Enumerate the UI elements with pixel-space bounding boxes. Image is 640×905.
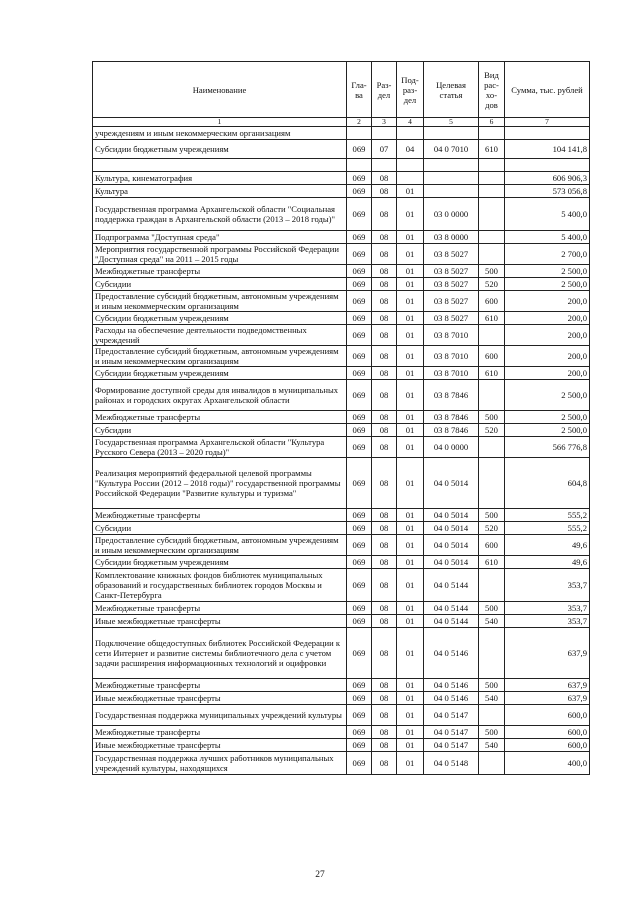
row-glava: 069 [347,692,372,705]
row-glava: 069 [347,411,372,424]
table-row [93,265,590,278]
row-summa: 606 906,3 [505,172,590,185]
row-glava: 069 [347,231,372,244]
row-razdel: 08 [372,726,397,739]
row-glava [347,127,372,140]
row-tselevaya-statya: 04 0 5147 [424,739,479,752]
row-tselevaya-statya: 04 0 5014 [424,522,479,535]
row-razdel: 08 [372,692,397,705]
table-row [93,172,590,185]
row-podrazdel: 01 [397,679,424,692]
row-razdel: 08 [372,509,397,522]
row-tselevaya-statya: 03 8 5027 [424,291,479,312]
header-vid-rashodov: Вид рас-хо-дов [479,62,505,118]
row-glava: 069 [347,726,372,739]
row-podrazdel: 01 [397,602,424,615]
table-row [93,424,590,437]
row-vid-rashodov: 610 [479,140,505,159]
row-vid-rashodov: 500 [479,679,505,692]
row-razdel: 08 [372,411,397,424]
row-razdel: 08 [372,244,397,265]
row-tselevaya-statya: 04 0 5148 [424,752,479,775]
row-name: Иные межбюджетные трансферты [93,739,347,752]
row-vid-rashodov [479,185,505,198]
row-summa: 200,0 [505,291,590,312]
table-row [93,127,590,140]
row-tselevaya-statya: 03 8 5027 [424,278,479,291]
row-tselevaya-statya: 04 0 5146 [424,679,479,692]
row-podrazdel: 01 [397,231,424,244]
row-tselevaya-statya: 04 0 5146 [424,628,479,679]
row-podrazdel: 01 [397,411,424,424]
row-razdel: 08 [372,522,397,535]
row-glava: 069 [347,752,372,775]
row-podrazdel: 01 [397,185,424,198]
table-row [93,705,590,726]
row-podrazdel: 01 [397,458,424,509]
row-tselevaya-statya: 04 0 5014 [424,535,479,556]
row-summa: 200,0 [505,325,590,346]
row-name: Субсидии бюджетным учреждениям [93,140,347,159]
row-tselevaya-statya: 03 8 7846 [424,411,479,424]
row-razdel: 08 [372,185,397,198]
row-summa: 573 056,8 [505,185,590,198]
row-razdel: 08 [372,752,397,775]
row-podrazdel: 01 [397,312,424,325]
row-glava: 069 [347,437,372,458]
row-razdel: 08 [372,424,397,437]
row-glava: 069 [347,172,372,185]
row-summa [505,127,590,140]
table-row [93,752,590,775]
header-summa: Сумма, тыс. рублей [505,62,590,118]
row-vid-rashodov [479,628,505,679]
row-summa: 200,0 [505,346,590,367]
row-name: Иные межбюджетные трансферты [93,615,347,628]
row-vid-rashodov: 520 [479,278,505,291]
row-summa: 555,2 [505,509,590,522]
table-row [93,726,590,739]
row-tselevaya-statya: 03 8 5027 [424,265,479,278]
row-name: Подключение общедоступных библиотек Российской Федерации к сети Интернет и развитие системы библиотечного дела с учетом задачи расширения информационных технологий и оцифровки [93,628,347,679]
table-row [93,437,590,458]
table-body [93,127,590,775]
row-vid-rashodov: 500 [479,726,505,739]
row-podrazdel: 01 [397,569,424,602]
row-name [93,159,347,172]
row-summa: 353,7 [505,602,590,615]
row-vid-rashodov: 540 [479,739,505,752]
row-tselevaya-statya: 04 0 5146 [424,692,479,705]
row-tselevaya-statya: 03 8 5027 [424,312,479,325]
row-glava: 069 [347,628,372,679]
row-razdel: 08 [372,615,397,628]
row-vid-rashodov: 610 [479,367,505,380]
row-vid-rashodov: 610 [479,312,505,325]
row-vid-rashodov [479,231,505,244]
row-vid-rashodov [479,244,505,265]
row-name: Межбюджетные трансферты [93,509,347,522]
row-podrazdel: 01 [397,705,424,726]
row-glava: 069 [347,244,372,265]
row-razdel: 08 [372,265,397,278]
row-summa: 637,9 [505,628,590,679]
table-row [93,509,590,522]
row-tselevaya-statya: 03 8 0000 [424,231,479,244]
row-summa: 637,9 [505,679,590,692]
row-glava: 069 [347,739,372,752]
row-vid-rashodov: 610 [479,556,505,569]
row-podrazdel: 01 [397,346,424,367]
row-glava: 069 [347,346,372,367]
row-summa: 49,6 [505,556,590,569]
row-summa: 200,0 [505,367,590,380]
row-razdel: 08 [372,437,397,458]
row-glava: 069 [347,291,372,312]
row-summa: 400,0 [505,752,590,775]
row-podrazdel: 01 [397,615,424,628]
row-podrazdel: 01 [397,692,424,705]
row-name: Предоставление субсидий бюджетным, автономным учреждениям и иным некоммерческим организациям [93,346,347,367]
row-podrazdel: 01 [397,291,424,312]
column-number: 2 [347,118,372,127]
row-summa: 600,0 [505,726,590,739]
row-name: Мероприятия государственной программы Российской Федерации "Доступная среда" на 2011 – 2015 годы [93,244,347,265]
table-row [93,602,590,615]
table-row [93,312,590,325]
row-razdel [372,159,397,172]
row-summa: 555,2 [505,522,590,535]
row-vid-rashodov [479,705,505,726]
row-tselevaya-statya: 03 8 7846 [424,380,479,411]
row-glava: 069 [347,265,372,278]
row-razdel: 08 [372,291,397,312]
row-name: Иные межбюджетные трансферты [93,692,347,705]
table-row [93,535,590,556]
row-glava: 069 [347,278,372,291]
column-number: 7 [505,118,590,127]
table-row [93,367,590,380]
table-row [93,556,590,569]
row-razdel: 08 [372,556,397,569]
row-glava: 069 [347,380,372,411]
row-name: Предоставление субсидий бюджетным, автономным учреждениям и иным некоммерческим организациям [93,535,347,556]
row-glava: 069 [347,509,372,522]
table-row [93,569,590,602]
header-razdel: Раз-дел [372,62,397,118]
row-glava: 069 [347,312,372,325]
table-row [93,628,590,679]
row-summa: 2 500,0 [505,278,590,291]
row-tselevaya-statya: 04 0 5014 [424,458,479,509]
row-vid-rashodov: 500 [479,265,505,278]
row-name: Межбюджетные трансферты [93,602,347,615]
row-glava: 069 [347,522,372,535]
row-vid-rashodov [479,569,505,602]
table-row [93,739,590,752]
table-row [93,244,590,265]
row-tselevaya-statya [424,127,479,140]
row-tselevaya-statya: 03 8 7010 [424,346,479,367]
row-vid-rashodov [479,159,505,172]
table-row [93,278,590,291]
row-vid-rashodov: 540 [479,692,505,705]
row-razdel: 08 [372,325,397,346]
header-glava: Гла-ва [347,62,372,118]
row-podrazdel: 01 [397,522,424,535]
table-row [93,291,590,312]
row-podrazdel: 01 [397,265,424,278]
row-vid-rashodov: 520 [479,522,505,535]
row-vid-rashodov: 600 [479,291,505,312]
row-name: Культура [93,185,347,198]
row-glava: 069 [347,556,372,569]
row-vid-rashodov [479,325,505,346]
row-summa [505,159,590,172]
row-name: Межбюджетные трансферты [93,265,347,278]
row-glava: 069 [347,569,372,602]
row-razdel [372,127,397,140]
table-row [93,615,590,628]
row-vid-rashodov [479,380,505,411]
row-vid-rashodov: 500 [479,602,505,615]
row-name: Субсидии [93,278,347,291]
row-razdel: 08 [372,535,397,556]
row-razdel: 08 [372,278,397,291]
row-glava: 069 [347,535,372,556]
table-row [93,185,590,198]
row-tselevaya-statya: 04 0 5147 [424,705,479,726]
row-podrazdel: 01 [397,380,424,411]
column-number: 3 [372,118,397,127]
table-row [93,380,590,411]
row-razdel: 08 [372,458,397,509]
row-vid-rashodov [479,437,505,458]
page-number: 27 [315,870,325,880]
row-vid-rashodov [479,127,505,140]
row-glava: 069 [347,325,372,346]
row-name: Государственная поддержка лучших работников муниципальных учреждений культуры, находящихся [93,752,347,775]
table-row [93,346,590,367]
table-row [93,198,590,231]
row-glava: 069 [347,367,372,380]
row-razdel: 08 [372,739,397,752]
row-glava [347,159,372,172]
row-podrazdel [397,159,424,172]
row-summa: 2 700,0 [505,244,590,265]
row-podrazdel: 04 [397,140,424,159]
row-summa: 637,9 [505,692,590,705]
row-glava: 069 [347,424,372,437]
table-row [93,411,590,424]
row-glava: 069 [347,140,372,159]
row-tselevaya-statya: 04 0 7010 [424,140,479,159]
row-tselevaya-statya: 03 8 5027 [424,244,479,265]
table-row [93,458,590,509]
row-summa: 566 776,8 [505,437,590,458]
row-name: Реализация мероприятий федеральной целевой программы "Культура России (2012 – 2018 годы)" государственной программы Российской Федерации "Развитие культуры и туризма" [93,458,347,509]
row-glava: 069 [347,705,372,726]
row-podrazdel: 01 [397,752,424,775]
row-tselevaya-statya: 04 0 5147 [424,726,479,739]
row-razdel: 07 [372,140,397,159]
row-tselevaya-statya [424,159,479,172]
row-name: Межбюджетные трансферты [93,726,347,739]
row-razdel: 08 [372,172,397,185]
table-row [93,522,590,535]
row-summa: 5 400,0 [505,231,590,244]
row-name: Субсидии [93,424,347,437]
row-podrazdel: 01 [397,509,424,522]
row-tselevaya-statya: 04 0 5014 [424,556,479,569]
row-summa: 2 500,0 [505,380,590,411]
row-name: учреждениям и иным некоммерческим организациям [93,127,347,140]
row-podrazdel: 01 [397,556,424,569]
header-podrazdel: Под-раз-дел [397,62,424,118]
row-tselevaya-statya: 04 0 5144 [424,602,479,615]
row-tselevaya-statya: 04 0 5144 [424,615,479,628]
row-name: Государственная программа Архангельской области "Культура Русского Севера (2013 – 2020 годы)" [93,437,347,458]
row-razdel: 08 [372,367,397,380]
row-podrazdel: 01 [397,535,424,556]
row-name: Культура, кинематография [93,172,347,185]
column-number: 6 [479,118,505,127]
row-summa: 353,7 [505,569,590,602]
row-summa: 49,6 [505,535,590,556]
row-razdel: 08 [372,198,397,231]
row-vid-rashodov [479,172,505,185]
table-row [93,679,590,692]
row-name: Субсидии [93,522,347,535]
row-tselevaya-statya: 04 0 5144 [424,569,479,602]
row-name: Межбюджетные трансферты [93,679,347,692]
row-name: Субсидии бюджетным учреждениям [93,556,347,569]
row-glava: 069 [347,198,372,231]
row-podrazdel: 01 [397,198,424,231]
row-razdel: 08 [372,380,397,411]
row-glava: 069 [347,185,372,198]
row-razdel: 08 [372,312,397,325]
row-razdel: 08 [372,346,397,367]
row-vid-rashodov [479,752,505,775]
column-number: 1 [93,118,347,127]
row-razdel: 08 [372,602,397,615]
row-podrazdel: 01 [397,739,424,752]
row-summa: 600,0 [505,739,590,752]
row-tselevaya-statya [424,172,479,185]
header-tselevaya-statya: Целевая статья [424,62,479,118]
row-razdel: 08 [372,231,397,244]
table-header-row [93,62,590,118]
table-row [93,159,590,172]
row-vid-rashodov: 600 [479,346,505,367]
row-razdel: 08 [372,569,397,602]
row-summa: 200,0 [505,312,590,325]
header-name: Наименование [93,62,347,118]
column-number: 5 [424,118,479,127]
column-number-row [93,118,590,127]
row-podrazdel: 01 [397,325,424,346]
row-tselevaya-statya: 04 0 5014 [424,509,479,522]
row-podrazdel [397,127,424,140]
row-name: Субсидии бюджетным учреждениям [93,367,347,380]
row-podrazdel: 01 [397,424,424,437]
row-razdel: 08 [372,705,397,726]
row-summa: 104 141,8 [505,140,590,159]
table-row [93,692,590,705]
budget-table [92,61,590,775]
row-podrazdel [397,172,424,185]
row-podrazdel: 01 [397,278,424,291]
row-name: Государственная программа Архангельской области "Социальная поддержка граждан в Архангельской области (2013 – 2018 годы)" [93,198,347,231]
row-name: Формирование доступной среды для инвалидов в муниципальных районах и городских округах Архангельской области [93,380,347,411]
row-tselevaya-statya: 03 8 7846 [424,424,479,437]
row-summa: 353,7 [505,615,590,628]
row-tselevaya-statya [424,185,479,198]
row-glava: 069 [347,602,372,615]
row-tselevaya-statya: 04 0 0000 [424,437,479,458]
row-summa: 604,8 [505,458,590,509]
row-name: Предоставление субсидий бюджетным, автономным учреждениям и иным некоммерческим организациям [93,291,347,312]
table-row [93,140,590,159]
row-name: Субсидии бюджетным учреждениям [93,312,347,325]
row-summa: 2 500,0 [505,424,590,437]
table-row [93,325,590,346]
row-vid-rashodov: 600 [479,535,505,556]
row-podrazdel: 01 [397,726,424,739]
row-summa: 2 500,0 [505,411,590,424]
row-glava: 069 [347,458,372,509]
row-podrazdel: 01 [397,244,424,265]
row-tselevaya-statya: 03 8 7010 [424,367,479,380]
row-tselevaya-statya: 03 8 7010 [424,325,479,346]
row-name: Межбюджетные трансферты [93,411,347,424]
row-summa: 5 400,0 [505,198,590,231]
row-vid-rashodov: 520 [479,424,505,437]
row-name: Подпрограмма "Доступная среда" [93,231,347,244]
row-vid-rashodov: 500 [479,411,505,424]
row-summa: 2 500,0 [505,265,590,278]
row-tselevaya-statya: 03 0 0000 [424,198,479,231]
row-vid-rashodov [479,198,505,231]
row-podrazdel: 01 [397,367,424,380]
row-razdel: 08 [372,628,397,679]
row-vid-rashodov: 500 [479,509,505,522]
row-summa: 600,0 [505,705,590,726]
column-number: 4 [397,118,424,127]
row-podrazdel: 01 [397,628,424,679]
row-vid-rashodov [479,458,505,509]
row-glava: 069 [347,615,372,628]
table-row [93,231,590,244]
row-name: Государственная поддержка муниципальных учреждений культуры [93,705,347,726]
row-glava: 069 [347,679,372,692]
row-vid-rashodov: 540 [479,615,505,628]
row-name: Комплектование книжных фондов библиотек муниципальных образований и государственных библиотек городов Москвы и Санкт-Петербурга [93,569,347,602]
row-razdel: 08 [372,679,397,692]
row-name: Расходы на обеспечение деятельности подведомственных учреждений [93,325,347,346]
row-podrazdel: 01 [397,437,424,458]
